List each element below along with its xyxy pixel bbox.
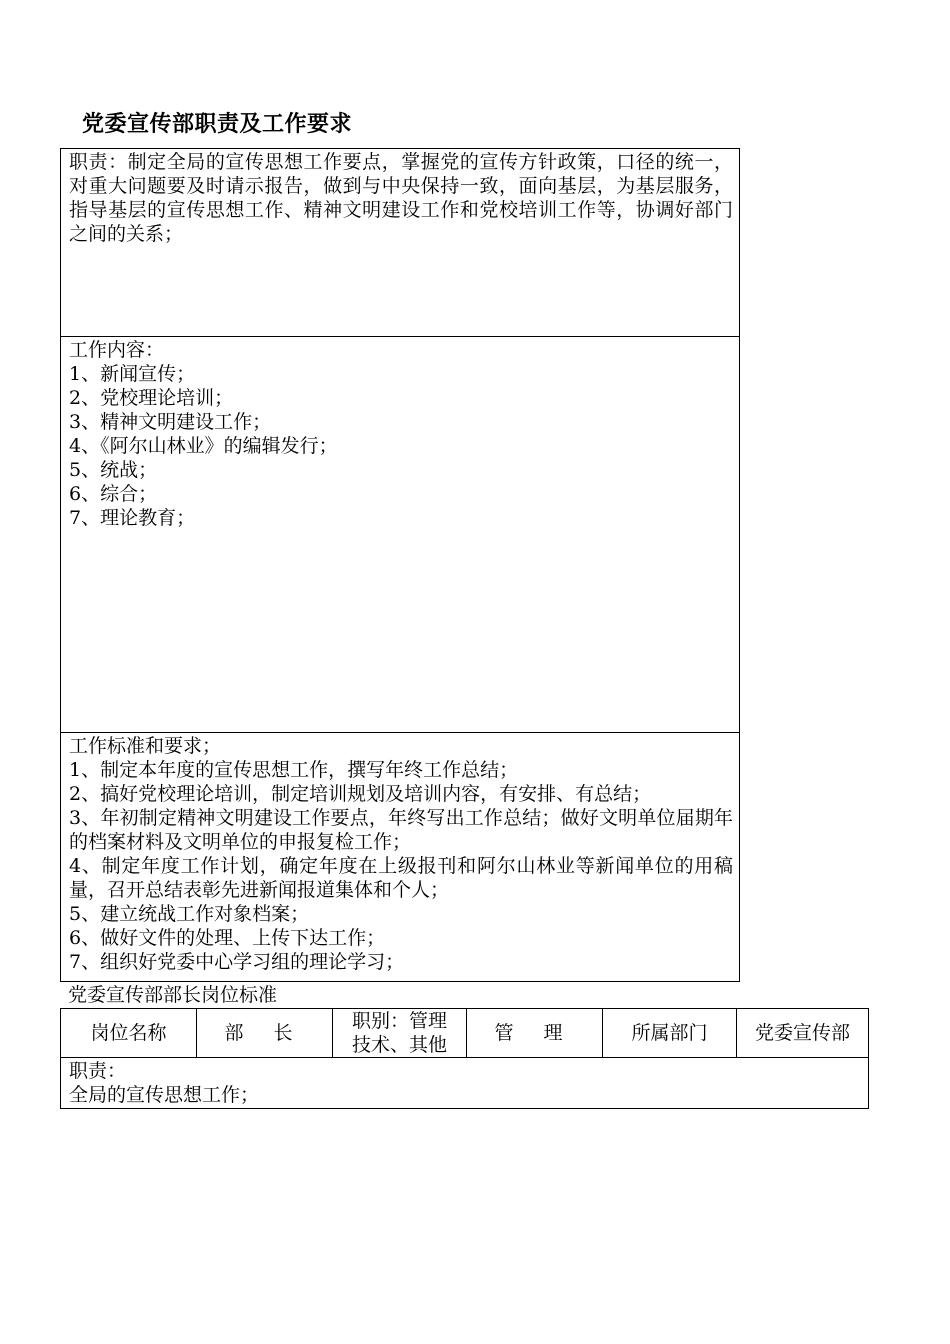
table-row <box>61 1058 869 1109</box>
work-standard-item: 5、建立统战工作对象档案； <box>69 903 310 925</box>
post-duty-heading: 职责： <box>69 1060 127 1082</box>
work-standard-item: 4、制定年度工作计划，确定年度在上级报刊和阿尔山林业等新闻单位的用稿量，召开总结表彰先进新闻报道集体和个人； <box>69 855 733 901</box>
work-standard-section <box>60 732 740 982</box>
duty-section <box>60 148 740 337</box>
work-standard-heading: 工作标准和要求； <box>69 735 222 757</box>
work-standard-item: 6、做好文件的处理、上传下达工作； <box>69 927 386 949</box>
duty-text: 职责：制定全局的宣传思想工作要点，掌握党的宣传方针政策，口径的统一，对重大问题要及时请示报告，做到与中央保持一致，面向基层，为基层服务，指导基层的宣传思想工作、精神文明建设工作和党校培训工作等，协调好部门之间的关系； <box>69 151 733 245</box>
work-content-item: 6、综合； <box>69 483 158 505</box>
position-value-cell <box>197 1009 333 1058</box>
work-content-item: 4、《阿尔山林业》的编辑发行； <box>69 435 338 457</box>
work-content-item: 1、新闻宣传； <box>69 363 196 385</box>
work-content-item: 7、理论教育； <box>69 507 196 529</box>
post-duty-cell <box>61 1058 869 1109</box>
work-content-section <box>60 336 740 733</box>
rank-value: 管 理 <box>494 1022 575 1044</box>
position-value: 部 长 <box>224 1022 305 1044</box>
dept-value-cell: 党委宣传部 <box>737 1009 869 1058</box>
position-label-cell: 岗位名称 <box>61 1009 197 1058</box>
rank-label-line: 技术、其他 <box>351 1034 447 1056</box>
rank-label-cell <box>333 1009 467 1058</box>
rank-label-line: 职别：管理 <box>351 1010 447 1032</box>
table-row <box>61 1009 869 1058</box>
post-duty-text: 全局的宣传思想工作； <box>69 1084 260 1106</box>
work-standard-item: 1、制定本年度的宣传思想工作，撰写年终工作总结； <box>69 759 519 781</box>
work-standard-item: 2、搞好党校理论培训，制定培训规划及培训内容，有安排、有总结； <box>69 783 652 805</box>
rank-value-cell <box>467 1009 603 1058</box>
page-title: 党委宣传部职责及工作要求 <box>82 112 353 137</box>
work-content-item: 2、党校理论培训； <box>69 387 234 409</box>
work-content-item: 5、统战； <box>69 459 158 481</box>
dept-label-cell: 所属部门 <box>603 1009 737 1058</box>
post-standard-table <box>60 1008 869 1109</box>
work-standard-item: 7、组织好党委中心学习组的理论学习； <box>69 951 405 973</box>
work-content-item: 3、精神文明建设工作； <box>69 411 272 433</box>
work-standard-item: 3、年初制定精神文明建设工作要点，年终写出工作总结；做好文明单位届期年的档案材料及文明单位的申报复检工作； <box>69 807 733 853</box>
work-content-heading: 工作内容： <box>69 339 165 361</box>
post-standard-title: 党委宣传部部长岗位标准 <box>68 984 278 1006</box>
